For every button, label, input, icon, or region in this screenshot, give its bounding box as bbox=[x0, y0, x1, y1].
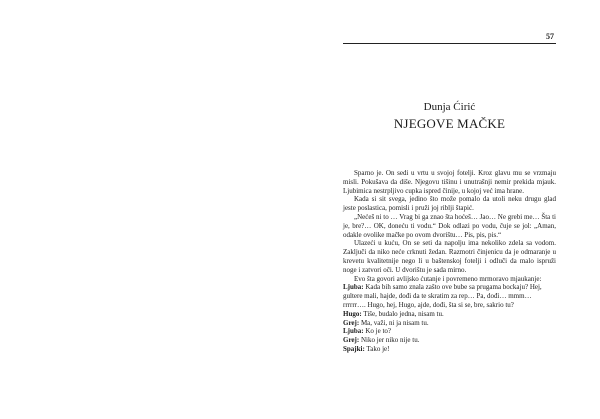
dialogue-line bbox=[343, 345, 556, 354]
speaker-name: Grej: bbox=[343, 336, 360, 345]
speech-text: Niko jer niko nije tu. bbox=[360, 336, 420, 345]
paragraph: Evo šta govori avlijsko ćutanje i povremeno mrmoravo mjaukanje: bbox=[354, 274, 542, 283]
speaker-name: Grej: bbox=[343, 318, 360, 327]
story-title: NJEGOVE MAČKE bbox=[393, 116, 506, 131]
paragraph: Kada si sit svega, jedino što može pomalo da utoli neku drugu glad jeste poslastica, pomisli i pruži joj riblji štapić. bbox=[343, 195, 556, 213]
dialogue-line bbox=[343, 283, 556, 309]
speech-text: Ma, važi, ni ja nisam tu. bbox=[360, 318, 429, 327]
dialogue-line bbox=[343, 336, 556, 345]
story-body bbox=[343, 169, 556, 354]
paragraph: Sparno je. On sedi u vrtu u svojoj fotelji. Kroz glavu mu se vrzmaju misli. Pokušava da diše. Njegovu tišinu i unutrašnji nemir prekida mjauk. Ljubimica nestrpljivo cupka ispred činije, u kojoj već ima hrane. bbox=[343, 169, 556, 195]
speaker-name: Hugo: bbox=[343, 309, 362, 318]
author-name: Dunja Ćirić bbox=[423, 101, 476, 113]
speech-text: Tako je! bbox=[366, 344, 390, 353]
speaker-name: Spajki: bbox=[343, 344, 365, 353]
speech-text: Kada bih samo znala zašto ove bube sa prugama bockaju? Hej, gultere mali, hajde, dođi da te skratim za rep… Pa, dođi… mmm… rrrrrr…. Hugo, hej, Hugo, ajde, dođi, šta si se, bre, sakrio tu? bbox=[343, 283, 542, 309]
header-rule bbox=[343, 43, 556, 44]
paragraph: „Nećeš ni to … Vrag bi ga znao šta hoćeš… Jao… Ne grebi me… Šta ti je, bre?… OK, doneću ti vodu.“ Dok odlazi po vodu, čuje se jol: „Aman, odakle ovolike mačke po ovom dvorištu… Pis, pis, pis.“ bbox=[343, 212, 556, 239]
page-number: 57 bbox=[546, 32, 554, 41]
speech-text: Ko je to? bbox=[365, 327, 392, 336]
paragraph: Ulazeći u kuću, On se seti da napolju ima nekoliko zdela sa vodom. Zaključi da niko neće crknuti žedan. Razmotri činjenicu da je odmaranje u krevetu kvalitetnije nego li u baštenskoj fotelji i odluči da malo ispruži noge i zatvori oči. U dvorištu je sada mirno. bbox=[343, 239, 556, 274]
speaker-name: Ljuba: bbox=[343, 327, 364, 336]
dialogue-line bbox=[343, 319, 556, 328]
dialogue-line bbox=[343, 310, 556, 319]
dialogue-line bbox=[343, 327, 556, 336]
speaker-name: Ljuba: bbox=[343, 283, 364, 292]
speech-text: Tiše, budalo jedna, nisam tu. bbox=[363, 309, 444, 318]
